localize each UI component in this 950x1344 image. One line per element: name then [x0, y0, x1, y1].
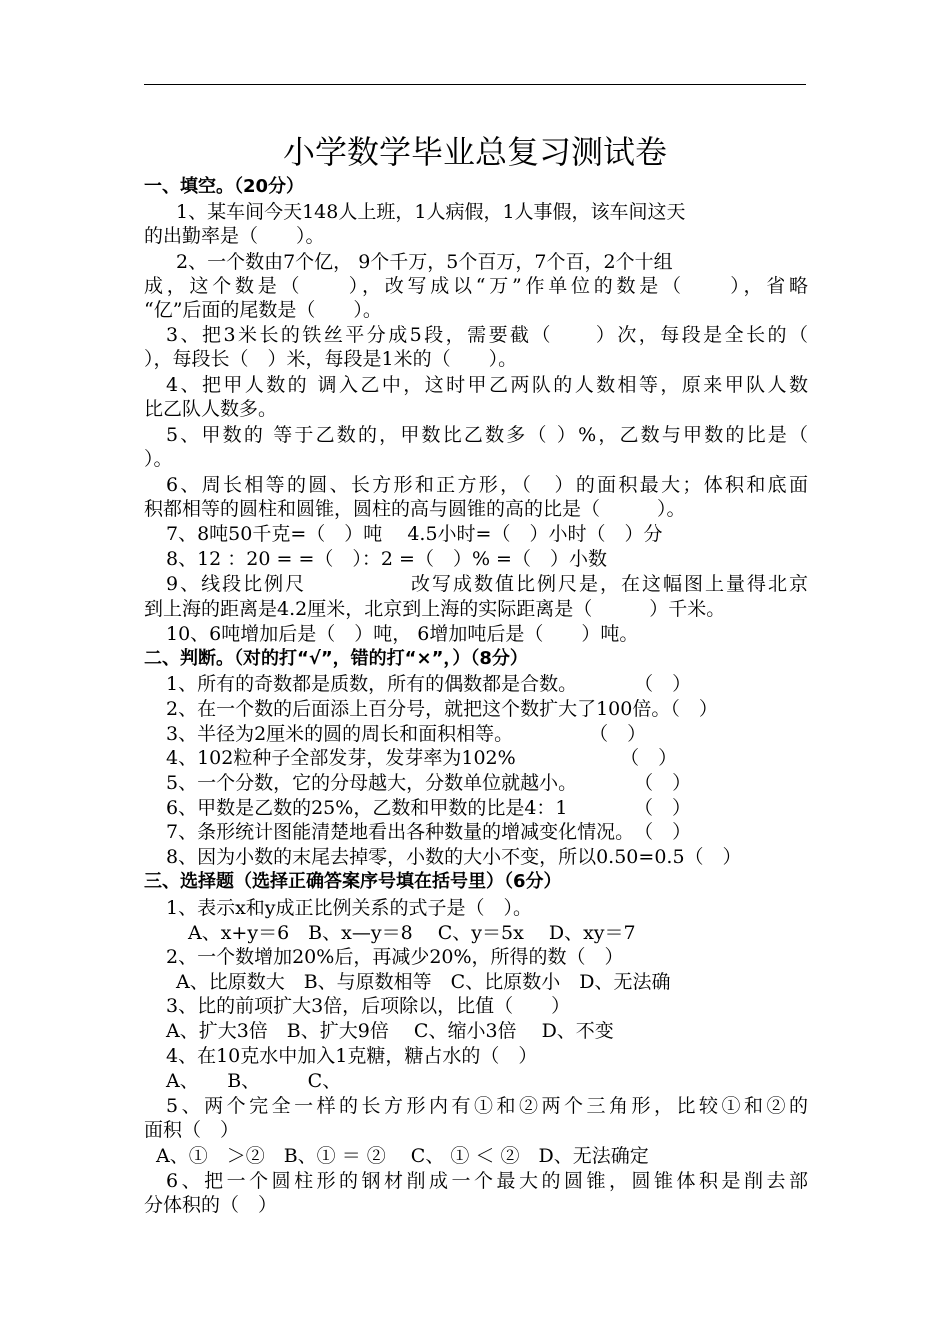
s1-line-11: ）。 — [144, 448, 173, 470]
judge-item-2: 2、在一个数的后面添上百分号，就把这个数扩大了100倍。（ ） — [166, 698, 718, 720]
s1-line-16: 9、线段比例尺 改写成数值比例尺是，在这幅图上量得北京 — [166, 573, 808, 595]
s1-line-6: 3、把3米长的铁丝平分成5段，需要截（ ）次，每段是全长的（ — [166, 324, 808, 346]
judge-item-6: 6、甲数是乙数的25%，乙数和甲数的比是4：1 （ ） — [166, 797, 691, 819]
s1-line-3: 2、一个数由7个亿， 9个千万，5个百万，7个百，2个十组 — [176, 251, 673, 273]
header-rule — [144, 84, 806, 85]
section-3-heading: 三、选择题（选择正确答案序号填在括号里）（6分） — [144, 871, 562, 892]
s3-line-12: 6、把一个圆柱形的钢材削成一个最大的圆锥，圆锥体积是削去部 — [166, 1170, 808, 1192]
s3-line-13: 分体积的（ ） — [144, 1194, 278, 1216]
s3-line-5: 3、比的前项扩大3倍，后项除以，比值（ ） — [166, 995, 571, 1017]
judge-item-4: 4、102粒种子全部发芽，发芽率为102% （ ） — [166, 747, 678, 769]
s1-line-1: 1、某车间今天148人上班，1人病假，1人事假，该车间这天 — [176, 201, 686, 223]
s1-line-13: 积都相等的圆柱和圆锥，圆柱的高与圆锥的高的比是（ ）。 — [144, 498, 686, 520]
judge-item-3: 3、半径为2厘米的圆的周长和面积相等。 （ ） — [166, 723, 647, 745]
s1-line-15: 8、12 ：20 = =（ ）：2 =（ ）% =（ ）小数 — [166, 548, 607, 570]
s3-line-10: 面积（ ） — [144, 1119, 240, 1141]
s1-line-17: 到上海的距离是4.2厘米，北京到上海的实际距离是（ ）千米。 — [144, 598, 726, 620]
section-2-heading: 二、判断。（对的打“√”，错的打“×”，）（8分） — [144, 648, 528, 669]
judge-item-5: 5、一个分数，它的分母越大，分数单位就越小。 （ ） — [166, 772, 692, 794]
s1-line-8: 4、把甲人数的 调入乙中，这时甲乙两队的人数相等，原来甲队人数 — [166, 374, 808, 396]
s3-line-8: A、 B、 C、 — [166, 1070, 342, 1092]
judge-item-7: 7、条形统计图能清楚地看出各种数量的增减变化情况。 （ ） — [166, 821, 692, 843]
s1-line-12: 6、周长相等的圆、长方形和正方形，（ ）的面积最大；体积和底面 — [166, 474, 808, 496]
s1-line-4: 成，这个数是（ ），改写成以“万”作单位的数是（ ），省略 — [144, 275, 808, 297]
s1-line-9: 比乙队人数多。 — [144, 398, 278, 420]
s3-line-1: 1、表示x和y成正比例关系的式子是（ ）。 — [166, 897, 533, 919]
judge-item-1: 1、所有的奇数都是质数，所有的偶数都是合数。 （ ） — [166, 673, 692, 695]
s1-line-14: 7、8吨50千克=（ ）吨 4.5小时=（ ）小时（ ）分 — [166, 523, 663, 545]
s3-line-4: A、比原数大 B、与原数相等 C、比原数小 D、无法确 — [176, 971, 671, 993]
s1-line-18: 10、6吨增加后是（ ）吨， 6增加吨后是（ ）吨。 — [166, 623, 639, 645]
s3-line-2: A、x+y＝6 B、x—y＝8 C、y＝5x D、xy＝7 — [188, 922, 636, 944]
s3-line-7: 4、在10克水中加入1克糖，糖占水的（ ） — [166, 1045, 538, 1067]
s3-line-11: A、① ＞② B、① ＝ ② C、 ① ＜ ② D、无法确定 — [156, 1145, 649, 1167]
section-1-heading: 一、填空。（20分） — [144, 176, 305, 197]
s1-line-5: “亿”后面的尾数是（ ）。 — [144, 299, 382, 321]
s1-line-10: 5、甲数的 等于乙数的，甲数比乙数多（ ）%，乙数与甲数的比是（ — [166, 424, 808, 446]
judge-item-8: 8、因为小数的末尾去掉零，小数的大小不变，所以0.50=0.5（ ） — [166, 846, 742, 868]
s3-line-6: A、扩大3倍 B、扩大9倍 C、缩小3倍 D、不变 — [166, 1020, 614, 1042]
s1-line-7: ），每段长（ ）米，每段是1米的（ ）。 — [144, 348, 518, 370]
s1-line-2: 的出勤率是（ ）。 — [144, 225, 325, 247]
page-title: 小学数学毕业总复习测试卷 — [282, 133, 667, 171]
s3-line-3: 2、一个数增加20%后，再减少20%，所得的数（ ） — [166, 946, 624, 968]
s3-line-9: 5、两个完全一样的长方形内有①和②两个三角形，比较①和②的 — [166, 1095, 808, 1117]
